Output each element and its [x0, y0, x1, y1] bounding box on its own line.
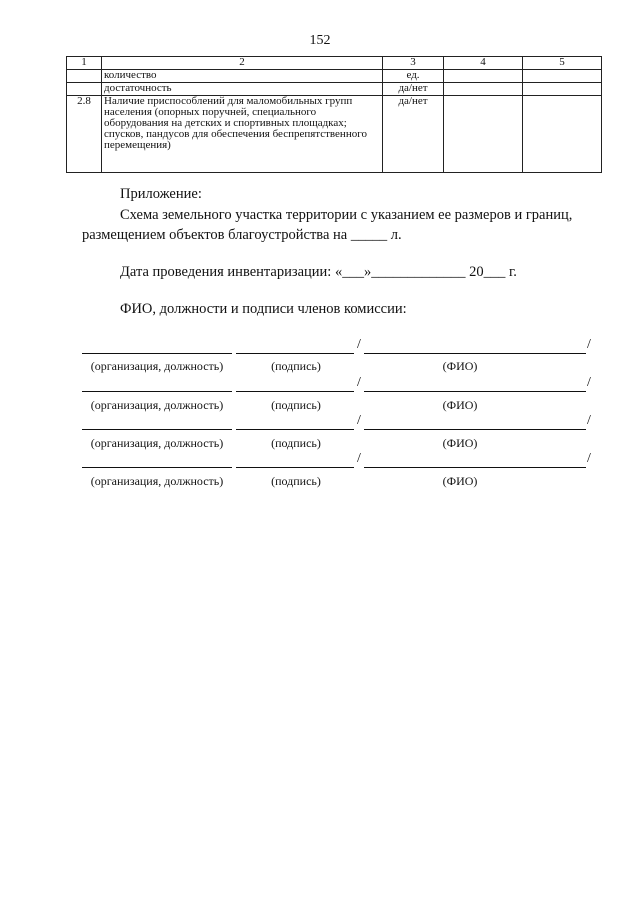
- table-row: [67, 96, 602, 173]
- row-description: Наличие приспособлений для маломобильных групп населения (опорных поручней, специального оборудования на детских и спортивных площадках; спусков, пандусов для обеспечения беспрепятственного перемещения): [102, 96, 383, 173]
- row-number: [67, 83, 102, 96]
- signature-row: [0, 415, 640, 437]
- separator-slash: /: [587, 451, 591, 466]
- separator-slash: /: [357, 375, 361, 390]
- fio-line: [364, 339, 586, 354]
- row-col5: [523, 83, 602, 96]
- fio-caption: (ФИО): [442, 474, 478, 488]
- appendix-line-2: размещением объектов благоустройства на _____ л.: [82, 227, 402, 243]
- fio-line: [364, 377, 586, 392]
- row-col4: [444, 96, 523, 173]
- separator-slash: /: [357, 413, 361, 428]
- members-heading: ФИО, должности и подписи членов комиссии:: [120, 301, 407, 317]
- organization-line: [82, 377, 232, 392]
- signature-line: [236, 453, 354, 468]
- fio-caption: (ФИО): [442, 359, 478, 373]
- organization-line: [82, 453, 232, 468]
- row-unit: ед.: [383, 70, 444, 83]
- row-number: [67, 70, 102, 83]
- inventory-table: [66, 56, 602, 173]
- inventory-date-line: Дата проведения инвентаризации: «___»_____________ 20___ г.: [120, 264, 517, 280]
- signature-row: [0, 339, 640, 361]
- table-header-row: [67, 57, 602, 70]
- organization-line: [82, 415, 232, 430]
- table-row: [67, 83, 602, 96]
- signature-caption: (подпись): [271, 359, 321, 373]
- signature-line: [236, 415, 354, 430]
- appendix-line-1: Схема земельного участка территории с указанием ее размеров и границ,: [120, 207, 573, 223]
- fio-caption: (ФИО): [442, 436, 478, 450]
- signature-caption: (подпись): [271, 474, 321, 488]
- row-col4: [444, 83, 523, 96]
- header-cell-4: 4: [444, 57, 523, 70]
- header-cell-3: 3: [383, 57, 444, 70]
- fio-caption: (ФИО): [442, 398, 478, 412]
- page-number: 152: [309, 33, 331, 48]
- signature-caption: (подпись): [271, 436, 321, 450]
- signature-row: [0, 377, 640, 399]
- organization-caption: (организация, должность): [90, 474, 224, 488]
- signature-line: [236, 377, 354, 392]
- row-number: 2.8: [67, 96, 102, 173]
- row-description: достаточность: [102, 83, 383, 96]
- separator-slash: /: [587, 337, 591, 352]
- separator-slash: /: [357, 337, 361, 352]
- appendix-label: Приложение:: [120, 186, 202, 202]
- header-cell-2: 2: [102, 57, 383, 70]
- row-col4: [444, 70, 523, 83]
- row-col5: [523, 96, 602, 173]
- fio-line: [364, 453, 586, 468]
- row-description: количество: [102, 70, 383, 83]
- row-unit: да/нет: [383, 83, 444, 96]
- header-cell-1: 1: [67, 57, 102, 70]
- separator-slash: /: [587, 413, 591, 428]
- organization-caption: (организация, должность): [90, 398, 224, 412]
- separator-slash: /: [587, 375, 591, 390]
- signature-line: [236, 339, 354, 354]
- signature-row: [0, 453, 640, 475]
- row-col5: [523, 70, 602, 83]
- organization-caption: (организация, должность): [90, 436, 224, 450]
- separator-slash: /: [357, 451, 361, 466]
- organization-caption: (организация, должность): [90, 359, 224, 373]
- signature-caption: (подпись): [271, 398, 321, 412]
- organization-line: [82, 339, 232, 354]
- header-cell-5: 5: [523, 57, 602, 70]
- fio-line: [364, 415, 586, 430]
- table-row: [67, 70, 602, 83]
- row-unit: да/нет: [383, 96, 444, 173]
